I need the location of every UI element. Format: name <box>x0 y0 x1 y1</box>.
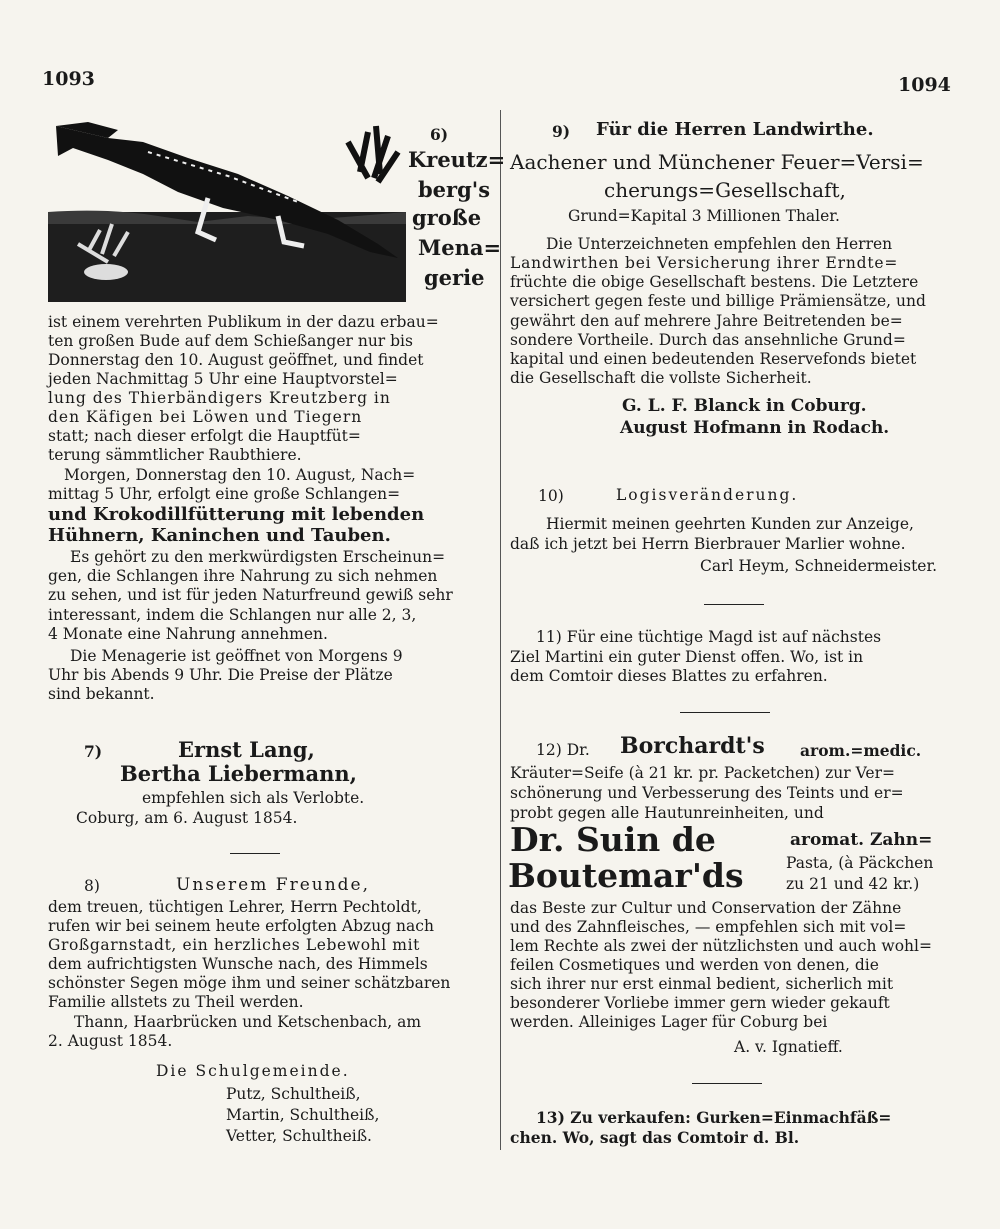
ad6-line: Uhr bis Abends 9 Uhr. Die Preise der Plätze <box>48 666 393 684</box>
ad10-line: Hiermit meinen geehrten Kunden zur Anzeige, <box>546 515 914 533</box>
ad6-line: zu sehen, und ist für jeden Naturfreund gewiß sehr <box>48 586 453 604</box>
ad7-place: Coburg, am 6. August 1854. <box>76 809 298 827</box>
ad9-company-2: cherungs=Gesellschaft, <box>604 178 846 202</box>
ad8-line: dem aufrichtigsten Wunsche nach, des Himmels <box>48 955 428 973</box>
ad8-number: 8) <box>84 877 100 895</box>
ad7-line: empfehlen sich als Verlobte. <box>142 789 365 807</box>
ad8-line: 2. August 1854. <box>48 1032 173 1050</box>
crocodile-woodcut-image <box>48 112 406 302</box>
ad9-heading: Für die Herren Landwirthe. <box>596 119 874 140</box>
ad9-signature-2: August Hofmann in Rodach. <box>620 418 890 438</box>
ad9-line: gewährt den auf mehrere Jahre Beitretenden be= <box>510 312 903 330</box>
page-number-left: 1093 <box>42 68 95 90</box>
ad12-line: Kräuter=Seife (à 21 kr. pr. Packetchen) zur Ver= <box>510 764 895 782</box>
ad9-line: kapital und einen bedeutenden Reservefonds bietet <box>510 350 917 368</box>
ad9-capital: Grund=Kapital 3 Millionen Thaler. <box>568 207 840 225</box>
ad9-number: 9) <box>552 122 571 141</box>
ad8-line: schönster Segen möge ihm und seiner schätzbaren <box>48 974 451 992</box>
ad12-prefix: 12) Dr. <box>536 741 590 759</box>
ad9-line: Die Unterzeichneten empfehlen den Herren <box>546 235 893 253</box>
ad11-line: 11) Für eine tüchtige Magd ist auf nächstes <box>536 628 882 646</box>
ad12-line: werden. Alleiniges Lager für Coburg bei <box>510 1013 828 1031</box>
ad11-line: dem Comtoir dieses Blattes zu erfahren. <box>510 667 828 685</box>
ad6-line: Hühnern, Kaninchen und Tauben. <box>48 525 391 546</box>
ad6-line: Donnerstag den 10. August geöffnet, und findet <box>48 351 424 369</box>
ad12-line: sich ihrer nur erst einmal bedient, sicherlich mit <box>510 975 894 993</box>
ad6-line: Es gehört zu den merkwürdigsten Erscheinun= <box>70 548 446 566</box>
ad12-line: das Beste zur Cultur und Conservation der Zähne <box>510 899 902 917</box>
ad6-line: 4 Monate eine Nahrung annehmen. <box>48 625 328 643</box>
ad12-side-1: aromat. Zahn= <box>790 830 933 850</box>
ad7-number: 7) <box>84 742 103 761</box>
separator-rule <box>692 1083 762 1084</box>
ad10-signature: Carl Heym, Schneidermeister. <box>700 557 938 575</box>
column-divider <box>500 110 501 1150</box>
ad8-line: Großgarnstadt, ein herzliches Lebewohl mit <box>48 936 420 954</box>
ad9-line: Landwirthen bei Versicherung ihrer Erndte= <box>510 254 899 272</box>
ad8-heading: Unserem Freunde, <box>176 875 370 895</box>
ad9-line: früchte die obige Gesellschaft bestens. Die Letztere <box>510 273 919 291</box>
ad9-line: die Gesellschaft die vollste Sicherheit. <box>510 369 812 387</box>
ad12-line: besonderer Vorliebe immer gern wieder gekauft <box>510 994 890 1012</box>
separator-rule <box>230 853 280 854</box>
ad6-line: Morgen, Donnerstag den 10. August, Nach= <box>64 466 416 484</box>
ad8-line: rufen wir bei seinem heute erfolgten Abzug nach <box>48 917 434 935</box>
ad8-line: dem treuen, tüchtigen Lehrer, Herrn Pechtoldt, <box>48 898 422 916</box>
ad9-signature-1: G. L. F. Blanck in Coburg. <box>622 396 867 416</box>
ad6-title-1: Kreutz= <box>408 147 506 172</box>
ad12-line: feilen Cosmetiques und werden von denen, die <box>510 956 879 974</box>
ad13-line: 13) Zu verkaufen: Gurken=Einmachfäß= <box>536 1108 892 1127</box>
ad6-title-2: berg's <box>418 177 491 202</box>
ad7-name-2: Bertha Liebermann, <box>120 761 357 786</box>
ad9-line: sondere Vortheile. Durch das ansehnliche Grund= <box>510 331 906 349</box>
ad8-signature: Vetter, Schultheiß. <box>226 1127 372 1145</box>
ad10-heading: Logisveränderung. <box>616 486 799 504</box>
ad9-line: versichert gegen feste und billige Prämiensätze, und <box>510 292 926 310</box>
ad11-line: Ziel Martini ein guter Dienst offen. Wo, ist in <box>510 648 864 666</box>
ad6-line: den Käfigen bei Löwen und Tiegern <box>48 408 363 426</box>
ad8-line: Familie allstets zu Theil werden. <box>48 993 304 1011</box>
ad6-line: sind bekannt. <box>48 685 155 703</box>
ad6-line: und Krokodillfütterung mit lebenden <box>48 504 425 525</box>
ad10-line: daß ich jetzt bei Herrn Bierbrauer Marlier wohne. <box>510 535 906 553</box>
ad6-title-3: große <box>412 205 482 230</box>
ad7-name-1: Ernst Lang, <box>178 737 315 762</box>
ad6-line: lung des Thierbändigers Kreutzberg in <box>48 389 391 407</box>
ad12-line: und des Zahnfleisches, — empfehlen sich mit vol= <box>510 918 907 936</box>
separator-rule <box>704 604 764 605</box>
ad6-line: interessant, indem die Schlangen nur alle 2, 3, <box>48 606 417 624</box>
ad8-signature-heading: Die Schulgemeinde. <box>156 1062 350 1080</box>
ad8-signature: Putz, Schultheiß, <box>226 1085 361 1103</box>
ad12-big-2: Boutemar'ds <box>508 856 744 895</box>
ad6-title-5: gerie <box>424 265 485 290</box>
ad8-line: Thann, Haarbrücken und Ketschenbach, am <box>74 1013 422 1031</box>
ad6-title-4: Mena= <box>418 235 502 260</box>
ad13-line: chen. Wo, sagt das Comtoir d. Bl. <box>510 1128 800 1147</box>
ad6-line: ist einem verehrten Publikum in der dazu erbau= <box>48 313 439 331</box>
ad6-line: statt; nach dieser erfolgt die Hauptfüt= <box>48 427 361 445</box>
page-number-right: 1094 <box>898 74 951 96</box>
ad12-borchardt: Borchardt's <box>620 733 765 759</box>
ad6-line: gen, die Schlangen ihre Nahrung zu sich nehmen <box>48 567 438 585</box>
ad6-number: 6) <box>430 125 449 144</box>
ad12-line: probt gegen alle Hautunreinheiten, und <box>510 804 824 822</box>
ad6-line: terung sämmtlicher Raubthiere. <box>48 446 302 464</box>
ad12-line: lem Rechte als zwei der nützlichsten und auch wohl= <box>510 937 932 955</box>
ad6-line: jeden Nachmittag 5 Uhr eine Hauptvorstel= <box>48 370 398 388</box>
ad6-line: Die Menagerie ist geöffnet von Morgens 9 <box>70 647 403 665</box>
ad12-line: schönerung und Verbesserung des Teints und er= <box>510 784 904 802</box>
ad12-side-2: Pasta, (à Päckchen <box>786 854 934 872</box>
separator-rule <box>680 712 770 713</box>
ad12-signature: A. v. Ignatieff. <box>734 1038 843 1056</box>
ad6-line: mittag 5 Uhr, erfolgt eine große Schlangen= <box>48 485 401 503</box>
ad12-suffix: arom.=medic. <box>800 741 922 760</box>
ad9-company-1: Aachener und Münchener Feuer=Versi= <box>510 150 924 174</box>
ad10-number: 10) <box>538 487 564 505</box>
ad6-line: ten großen Bude auf dem Schießanger nur bis <box>48 332 413 350</box>
ad12-big-1: Dr. Suin de <box>510 820 716 859</box>
ad12-side-3: zu 21 und 42 kr.) <box>786 875 920 893</box>
ad8-signature: Martin, Schultheiß, <box>226 1106 380 1124</box>
